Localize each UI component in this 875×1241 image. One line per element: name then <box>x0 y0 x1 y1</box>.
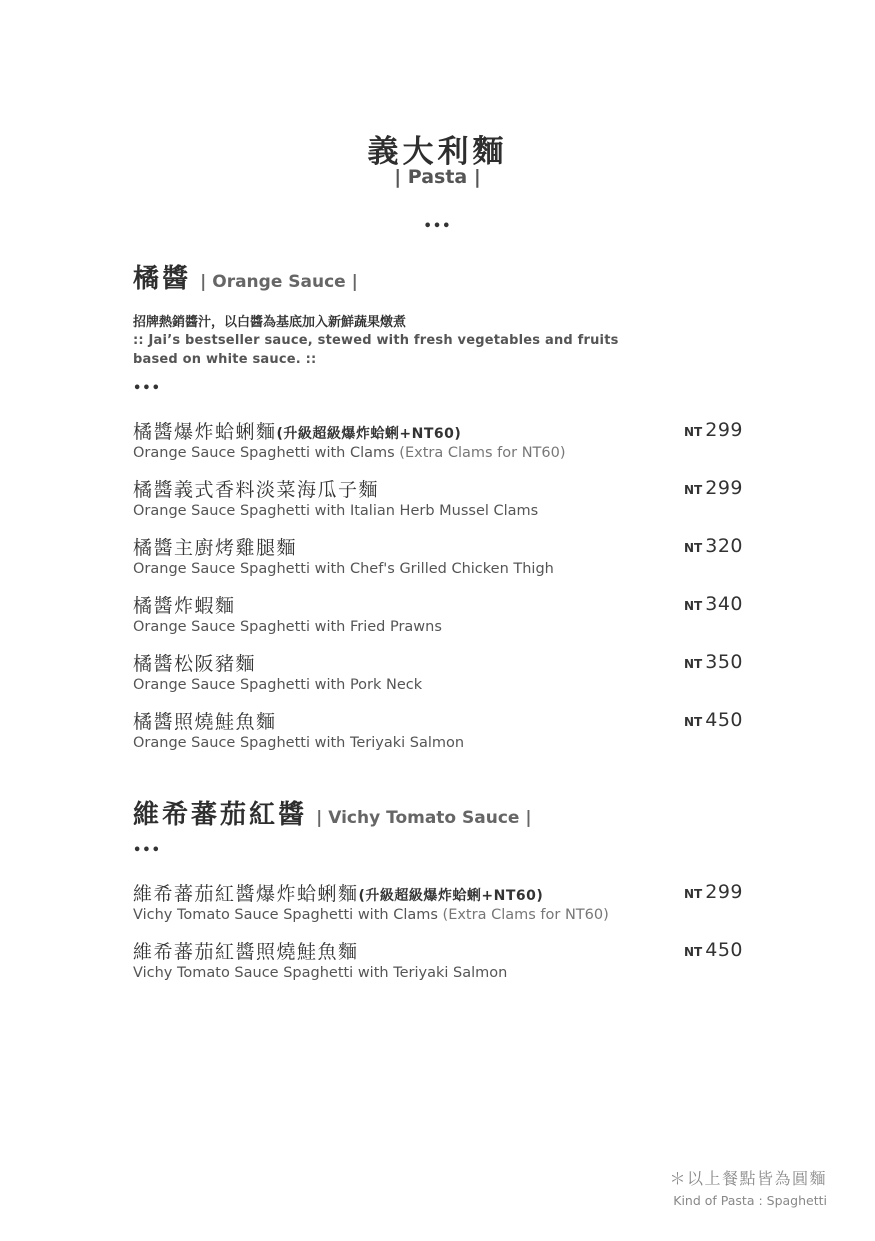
section-divider: ••• <box>133 843 161 858</box>
menu-item-extra-note: (Extra Clams for NT60) <box>442 907 609 923</box>
price-value: 299 <box>705 419 743 441</box>
price-value: 320 <box>705 535 743 557</box>
price-value: 450 <box>705 939 743 961</box>
section-description-en-line-2: based on white sauce. :: <box>133 352 317 367</box>
menu-item-price <box>684 881 743 903</box>
price-currency: NT <box>684 599 703 613</box>
section-heading <box>133 258 753 295</box>
menu-item-name-zh: 橘醬主廚烤雞腿麵 <box>133 537 298 559</box>
section-title-zh: 維希蕃茄紅醬 <box>133 800 308 830</box>
price-currency: NT <box>684 657 703 671</box>
menu-item-price <box>684 939 743 961</box>
page-subtitle: | Pasta | <box>394 166 481 188</box>
menu-item <box>133 877 753 935</box>
menu-item-name-zh <box>133 877 753 906</box>
menu-item-extra-note: (Extra Clams for NT60) <box>399 445 566 461</box>
price-value: 450 <box>705 709 743 731</box>
menu-item-name-zh-text: 維希蕃茄紅醬爆炸蛤蜊麵 <box>133 883 359 905</box>
section-description-en <box>133 331 753 369</box>
menu-item-upgrade-note: (升級超級爆炸蛤蜊+NT60) <box>358 888 544 904</box>
menu-item-name-zh: 橘醬松阪豬麵 <box>133 653 257 675</box>
section-title-en: | Vichy Tomato Sauce | <box>316 808 532 828</box>
price-value: 299 <box>705 477 743 499</box>
menu-item-price <box>684 535 743 557</box>
price-value: 340 <box>705 593 743 615</box>
price-currency: NT <box>684 715 703 729</box>
menu-item-name-en: Orange Sauce Spaghetti with Chef's Grilled Chicken Thigh <box>133 561 554 577</box>
menu-item-price <box>684 593 743 615</box>
menu-item-name-zh: 維希蕃茄紅醬照燒鮭魚麵 <box>133 941 359 963</box>
section-vichy-tomato-sauce <box>133 794 753 993</box>
menu-item-name-en-text: Vichy Tomato Sauce Spaghetti with Clams <box>133 907 438 923</box>
menu-item-name-zh <box>133 415 753 444</box>
menu-item-price <box>684 651 743 673</box>
menu-item <box>133 415 753 473</box>
menu-item-name-en: Orange Sauce Spaghetti with Pork Neck <box>133 677 423 693</box>
price-currency: NT <box>684 541 703 555</box>
price-currency: NT <box>684 945 703 959</box>
menu-item-name-en: Vichy Tomato Sauce Spaghetti with Teriyaki Salmon <box>133 965 508 981</box>
section-heading <box>133 794 753 831</box>
section-title-zh: 橘醬 <box>133 264 192 294</box>
section-orange-sauce <box>133 258 753 763</box>
menu-item-price <box>684 477 743 499</box>
menu-item-price <box>684 709 743 731</box>
section-divider: ••• <box>133 381 161 396</box>
menu-item <box>133 531 753 589</box>
footer-note-en: Kind of Pasta : Spaghetti <box>673 1193 827 1208</box>
menu-item-name-zh: 橘醬照燒鮭魚麵 <box>133 711 277 733</box>
menu-item-name-en: Orange Sauce Spaghetti with Fried Prawns <box>133 619 442 635</box>
price-value: 299 <box>705 881 743 903</box>
menu-item-name-en: Orange Sauce Spaghetti with Teriyaki Salmon <box>133 735 465 751</box>
menu-item <box>133 935 753 993</box>
menu-item <box>133 647 753 705</box>
price-currency: NT <box>684 887 703 901</box>
menu-item <box>133 473 753 531</box>
menu-item-name-zh-text: 橘醬爆炸蛤蜊麵 <box>133 421 277 443</box>
menu-item <box>133 705 753 763</box>
price-currency: NT <box>684 483 703 497</box>
footer-note <box>669 1166 827 1208</box>
price-currency: NT <box>684 425 703 439</box>
footer-note-zh: ＊以上餐點皆為圓麵 <box>669 1169 827 1188</box>
section-description-zh: 招牌熱銷醬汁，以白醬為基底加入新鮮蔬果燉煮 <box>133 315 407 330</box>
section-description-en-line-1: :: Jai’s bestseller sauce, stewed with fresh vegetables and fruits <box>133 333 619 348</box>
menu-item-name-zh: 橘醬炸蝦麵 <box>133 595 236 617</box>
menu-item-name-zh: 橘醬義式香料淡菜海瓜子麵 <box>133 479 380 501</box>
top-divider: ••• <box>423 219 452 234</box>
menu-item-name-en-text: Orange Sauce Spaghetti with Clams <box>133 445 395 461</box>
menu-item-name-en <box>133 445 753 461</box>
page-title: 義大利麵 <box>367 134 508 170</box>
menu-item <box>133 589 753 647</box>
menu-item-name-en: Orange Sauce Spaghetti with Italian Herb Mussel Clams <box>133 503 539 519</box>
section-title-en: | Orange Sauce | <box>200 272 358 292</box>
menu-item-upgrade-note: (升級超級爆炸蛤蜊+NT60) <box>276 426 462 442</box>
price-value: 350 <box>705 651 743 673</box>
menu-item-name-en <box>133 907 753 923</box>
menu-item-price <box>684 419 743 441</box>
